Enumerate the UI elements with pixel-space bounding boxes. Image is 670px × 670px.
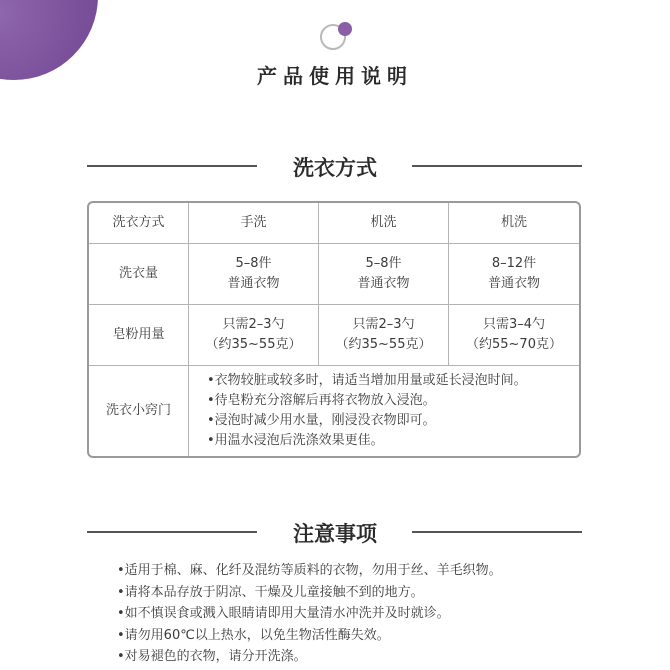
cell-line: （约35~55克）	[335, 337, 432, 352]
table-header-cell: 机洗	[449, 203, 579, 244]
notice-list	[117, 560, 502, 668]
cell-line: 只需2–3勺	[352, 317, 415, 332]
tip-item: •用温水浸泡后洗涤效果更佳。	[206, 433, 384, 448]
list-item: •请将本品存放于阴凉、干燥及儿童接触不到的地方。	[117, 584, 424, 600]
table-cell	[449, 305, 579, 366]
washing-table	[87, 201, 581, 458]
list-item: •请勿用60℃以上热水，以免生物活性酶失效。	[117, 627, 390, 643]
cell-line: 5–8件	[365, 256, 402, 271]
table-row	[89, 305, 579, 366]
tip-item: •浸泡时减少用水量，刚浸没衣物即可。	[206, 413, 436, 428]
table-cell	[189, 244, 319, 305]
cell-line: 只需3–4勺	[482, 317, 546, 332]
table-header-row	[89, 203, 579, 244]
cell-line: 8–12件	[491, 256, 537, 271]
cell-line: 5–8件	[235, 256, 272, 271]
table-cell	[319, 244, 449, 305]
tips-cell	[189, 366, 579, 456]
notice-section-title-text: 注意事项	[279, 522, 391, 546]
row-label: 洗衣量	[89, 244, 189, 305]
cell-line: 只需2–3勺	[222, 317, 285, 332]
table-cell	[319, 305, 449, 366]
list-item: •适用于棉、麻、化纤及混纺等质料的衣物，勿用于丝、羊毛织物。	[117, 563, 502, 578]
cell-line: 普通衣物	[487, 276, 540, 291]
table-row	[89, 244, 579, 305]
row-label: 皂粉用量	[89, 305, 189, 366]
table-header-cell: 洗衣方式	[89, 203, 189, 244]
tip-item: •待皂粉充分溶解后再将衣物放入浸泡。	[206, 393, 436, 408]
cell-line: （约35~55克）	[205, 337, 302, 352]
tip-item: •衣物较脏或较多时，请适当增加用量或延长浸泡时间。	[206, 373, 527, 388]
logo-dot-icon	[338, 22, 352, 36]
table-row	[89, 366, 579, 456]
list-item: •如不慎误食或溅入眼睛请即用大量清水冲洗并及时就诊。	[117, 606, 450, 621]
cell-line: 普通衣物	[357, 276, 410, 291]
row-label: 洗衣小窍门	[89, 366, 189, 456]
washing-section-title-text: 洗衣方式	[279, 156, 391, 180]
table-cell	[449, 244, 579, 305]
cell-line: 普通衣物	[227, 276, 280, 291]
page-title: 产品使用说明	[257, 64, 413, 88]
table-cell	[189, 305, 319, 366]
cell-line: （约55~70克）	[466, 337, 562, 352]
washing-section-title	[0, 152, 670, 182]
list-item: •对易褪色的衣物，请分开洗涤。	[117, 649, 307, 664]
table-header-cell: 机洗	[319, 203, 449, 244]
notice-section-title	[0, 518, 670, 548]
table-header-cell: 手洗	[189, 203, 319, 244]
